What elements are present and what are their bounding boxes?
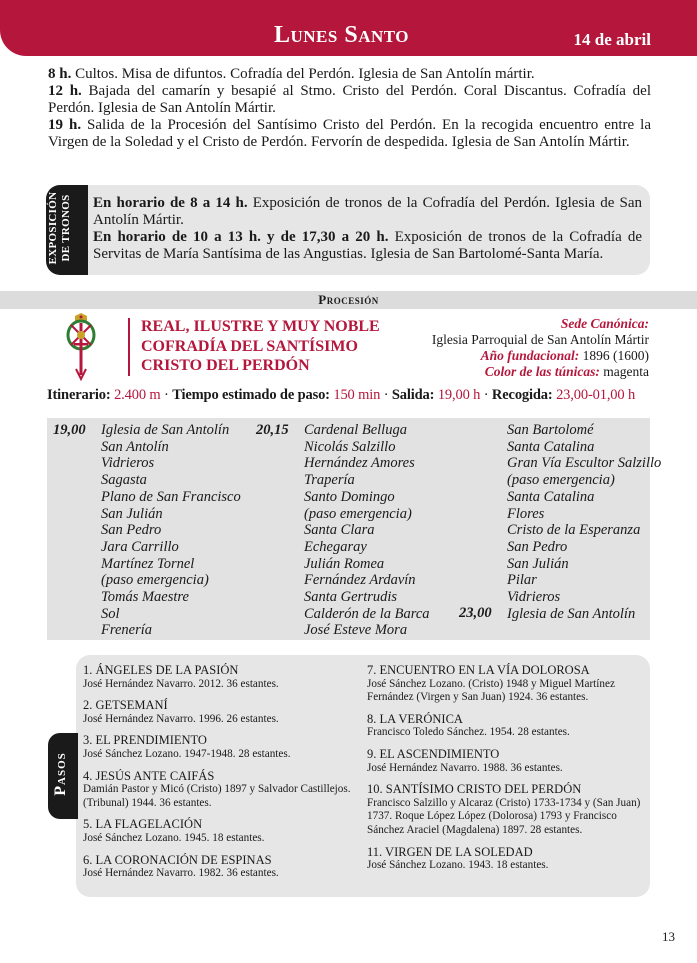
route-street: (paso emergencia): [101, 572, 209, 589]
paso-title: 11. VIRGEN DE LA SOLEDAD: [367, 844, 533, 859]
route-street: José Esteve Mora: [304, 622, 408, 639]
itinerary-value: 19,00 h: [437, 387, 481, 403]
route-street: Hernández Amores: [304, 455, 415, 472]
exposicion-text: [93, 195, 642, 263]
route-street: San Julián: [101, 505, 163, 522]
brotherhood-info: [389, 316, 649, 380]
itinerary-value: 23,00-01,00 h: [556, 387, 636, 403]
brotherhood-name: [141, 317, 381, 376]
crest-icon: [62, 313, 100, 381]
exposicion-tab-line: DE TRONOS: [60, 194, 72, 262]
route-street: Sol: [101, 605, 120, 622]
paso-item: [367, 748, 642, 775]
paso-title: 6. LA CORONACIÓN DE ESPINAS: [83, 852, 272, 867]
color-value: magenta: [599, 364, 649, 379]
itinerary-label: Salida:: [391, 387, 435, 403]
event-time: 19 h.: [48, 117, 82, 133]
itinerary-label: Recogida:: [491, 387, 553, 403]
route-street: San Pedro: [101, 522, 162, 539]
paso-item: [367, 846, 642, 873]
route-street: San Julián: [507, 555, 569, 572]
route-street: Plano de San Francisco: [101, 488, 241, 505]
exposicion-item: [93, 195, 642, 229]
paso-title: 9. EL ASCENDIMIENTO: [367, 746, 500, 761]
route-street: Vidrieros: [101, 455, 155, 472]
ano-row: [389, 348, 649, 364]
route-street: Santo Domingo: [304, 488, 395, 505]
event-text: Bajada del camarín y besapié al Stmo. Cristo del Perdón. Coral Discantus. Cofradía del Perdón. Iglesia de San Antolín Mártir.: [48, 83, 651, 116]
route-time: 19,00: [53, 422, 86, 438]
paso-desc: José Hernández Navarro. 1982. 36 estantes.: [83, 867, 279, 880]
ano-value: 1896 (1600): [579, 348, 649, 363]
pasos-tab-label: Pasos: [52, 752, 69, 796]
sede-value: Iglesia Parroquial de San Antolín Mártir: [431, 332, 649, 347]
route-street: Jara Carrillo: [101, 538, 179, 555]
route-street: Santa Catalina: [507, 488, 595, 505]
event-item: [48, 83, 651, 117]
event-time: 12 h.: [48, 83, 82, 99]
brotherhood-line: CRISTO DEL PERDÓN: [141, 357, 310, 374]
procesion-heading: Procesión: [0, 291, 697, 309]
route-column: [304, 422, 430, 639]
paso-title: 7. ENCUENTRO EN LA VÍA DOLOROSA: [367, 663, 590, 677]
route-street: Nicolás Salzillo: [304, 438, 396, 455]
itinerary-value: 2.400 m: [114, 387, 161, 403]
route-street: Frenería: [101, 622, 153, 639]
itinerary-label: Tiempo estimado de paso:: [172, 387, 330, 403]
exposicion-hours: En horario de 10 a 13 h. y de 17,30 a 20 h.: [93, 229, 389, 245]
route-street: Fernández Ardavín: [304, 572, 416, 589]
paso-desc: Damián Pastor y Micó (Cristo) 1897 y Salvador Castillejos. (Tribunal) 1944. 36 estantes.: [83, 783, 351, 809]
sede-label: Sede Canónica:: [560, 316, 649, 331]
route-street: Iglesia de San Antolín: [101, 422, 230, 438]
event-item: [48, 117, 651, 151]
brotherhood-divider: [128, 318, 130, 376]
route-street: (paso emergencia): [304, 505, 412, 522]
route-street: San Bartolomé: [507, 422, 594, 438]
route-street: San Antolín: [101, 438, 169, 455]
route-time: 20,15: [256, 422, 289, 438]
pasos-column-left: [83, 664, 355, 889]
route-street: Vidrieros: [507, 589, 561, 606]
event-time: 8 h.: [48, 66, 72, 82]
paso-title: 3. EL PRENDIMIENTO: [83, 733, 207, 748]
route-street: (paso emergencia): [507, 472, 615, 489]
route-street: Martínez Tornel: [101, 555, 195, 572]
paso-item: [83, 664, 355, 691]
route-street: Santa Gertrudis: [304, 589, 398, 606]
event-item: [48, 66, 651, 83]
route-street: Echegaray: [304, 538, 367, 555]
events-list: [48, 66, 651, 151]
route-street: Calderón de la Barca: [304, 605, 430, 622]
pasos-column-right: [367, 664, 642, 881]
exposicion-desc: Exposición de tronos de la Cofradía de Servitas de María Santísima de las Angustias. Iglesia de San Bartolomé-Santa María.: [93, 229, 642, 262]
paso-title: 2. GETSEMANÍ: [83, 698, 168, 713]
paso-title: 1. ÁNGELES DE LA PASIÓN: [83, 663, 239, 677]
exposicion-hours: En horario de 8 a 14 h.: [93, 195, 248, 211]
paso-item: [83, 770, 355, 811]
itinerary-label: Itinerario:: [47, 387, 111, 403]
route-street: Cristo de la Esperanza: [507, 522, 641, 539]
route-street: Trapería: [304, 472, 355, 489]
route-street: Tomás Maestre: [101, 589, 189, 606]
route-street: Santa Clara: [304, 522, 375, 539]
color-label: Color de las túnicas:: [484, 364, 600, 379]
itinerary-value: 150 min: [333, 387, 381, 403]
route-street: Julián Romea: [304, 555, 385, 572]
paso-item: [83, 818, 355, 845]
route-column: [507, 422, 661, 622]
paso-desc: Francisco Toledo Sánchez. 1954. 28 estantes.: [367, 726, 570, 739]
route-time: 23,00: [459, 605, 492, 621]
paso-title: 10. SANTÍSIMO CRISTO DEL PERDÓN: [367, 782, 582, 797]
page-header: [0, 0, 697, 56]
paso-item: [367, 713, 642, 740]
route-street: Cardenal Belluga: [304, 422, 407, 438]
brotherhood-line: COFRADÍA DEL SANTÍSIMO: [141, 337, 358, 355]
route-column: [101, 422, 241, 639]
event-text: Cultos. Misa de difuntos. Cofradía del Perdón. Iglesia de San Antolín mártir.: [71, 66, 535, 82]
itinerary-line: Itinerario: 2.400 m · Tiempo estimado de paso: 150 min · Salida: 19,00 h · Recogida: 23,00-01,00 h: [47, 387, 636, 403]
page-number: 13: [662, 929, 675, 944]
brotherhood-line: REAL, ILUSTRE Y MUY NOBLE: [141, 318, 380, 335]
paso-desc: José Hernández Navarro. 1996. 26 estantes.: [83, 712, 279, 725]
paso-title: 8. LA VERÓNICA: [367, 711, 463, 726]
paso-item: [83, 854, 355, 881]
route-street: Santa Catalina: [507, 438, 595, 455]
paso-item: [83, 699, 355, 726]
paso-title: 4. JESÚS ANTE CAIFÁS: [83, 768, 215, 783]
paso-item: [367, 664, 642, 705]
exposicion-desc: Exposición de tronos de la Cofradía del Perdón. Iglesia de San Antolín Mártir.: [93, 195, 643, 228]
ano-label: Año fundacional:: [480, 348, 580, 363]
page-title: Lunes Santo: [274, 22, 410, 48]
exposicion-tab-line: EXPOSICIÓN: [47, 191, 59, 265]
event-text: Salida de la Procesión del Santísimo Cristo del Perdón. En la recogida encuentro entre la Virgen de la Soledad y el Cristo de Perdón. Fervorín de despedida. Iglesia de San Antolín Mártir.: [48, 117, 651, 150]
route-street: San Pedro: [507, 538, 568, 555]
color-row: [389, 364, 649, 380]
route-street: Gran Vía Escultor Salzillo: [507, 455, 662, 472]
exposicion-item: [93, 229, 642, 263]
route-street: Iglesia de San Antolín: [507, 605, 636, 622]
route-street: Flores: [507, 505, 545, 522]
paso-item: [367, 783, 642, 837]
exposicion-tab-label: [47, 184, 73, 272]
paso-desc: Francisco Salzillo y Alcaraz (Cristo) 1733-1734 y (San Juan) 1737. Roque López López (Dolorosa) 1793 y Francisco Sánchez Araciel (Magdalena) 1897. 28 estantes.: [367, 796, 641, 836]
paso-desc: José Hernández Navarro. 1988. 36 estantes.: [367, 761, 563, 774]
paso-desc: José Sánchez Lozano. (Cristo) 1948 y Miguel Martínez Fernández (Virgen y San Juan) 1924. 36 estantes.: [367, 677, 615, 704]
paso-desc: José Sánchez Lozano. 1945. 18 estantes.: [83, 831, 265, 844]
route-street: Sagasta: [101, 472, 147, 489]
paso-desc: José Sánchez Lozano. 1947-1948. 28 estantes.: [83, 747, 291, 760]
paso-desc: José Hernández Navarro. 2012. 36 estantes.: [83, 677, 279, 690]
page-date: 14 de abril: [573, 30, 651, 49]
paso-title: 5. LA FLAGELACIÓN: [83, 817, 203, 832]
route-street: Pilar: [507, 572, 537, 589]
paso-desc: José Sánchez Lozano. 1943. 18 estantes.: [367, 859, 549, 872]
paso-item: [83, 734, 355, 761]
